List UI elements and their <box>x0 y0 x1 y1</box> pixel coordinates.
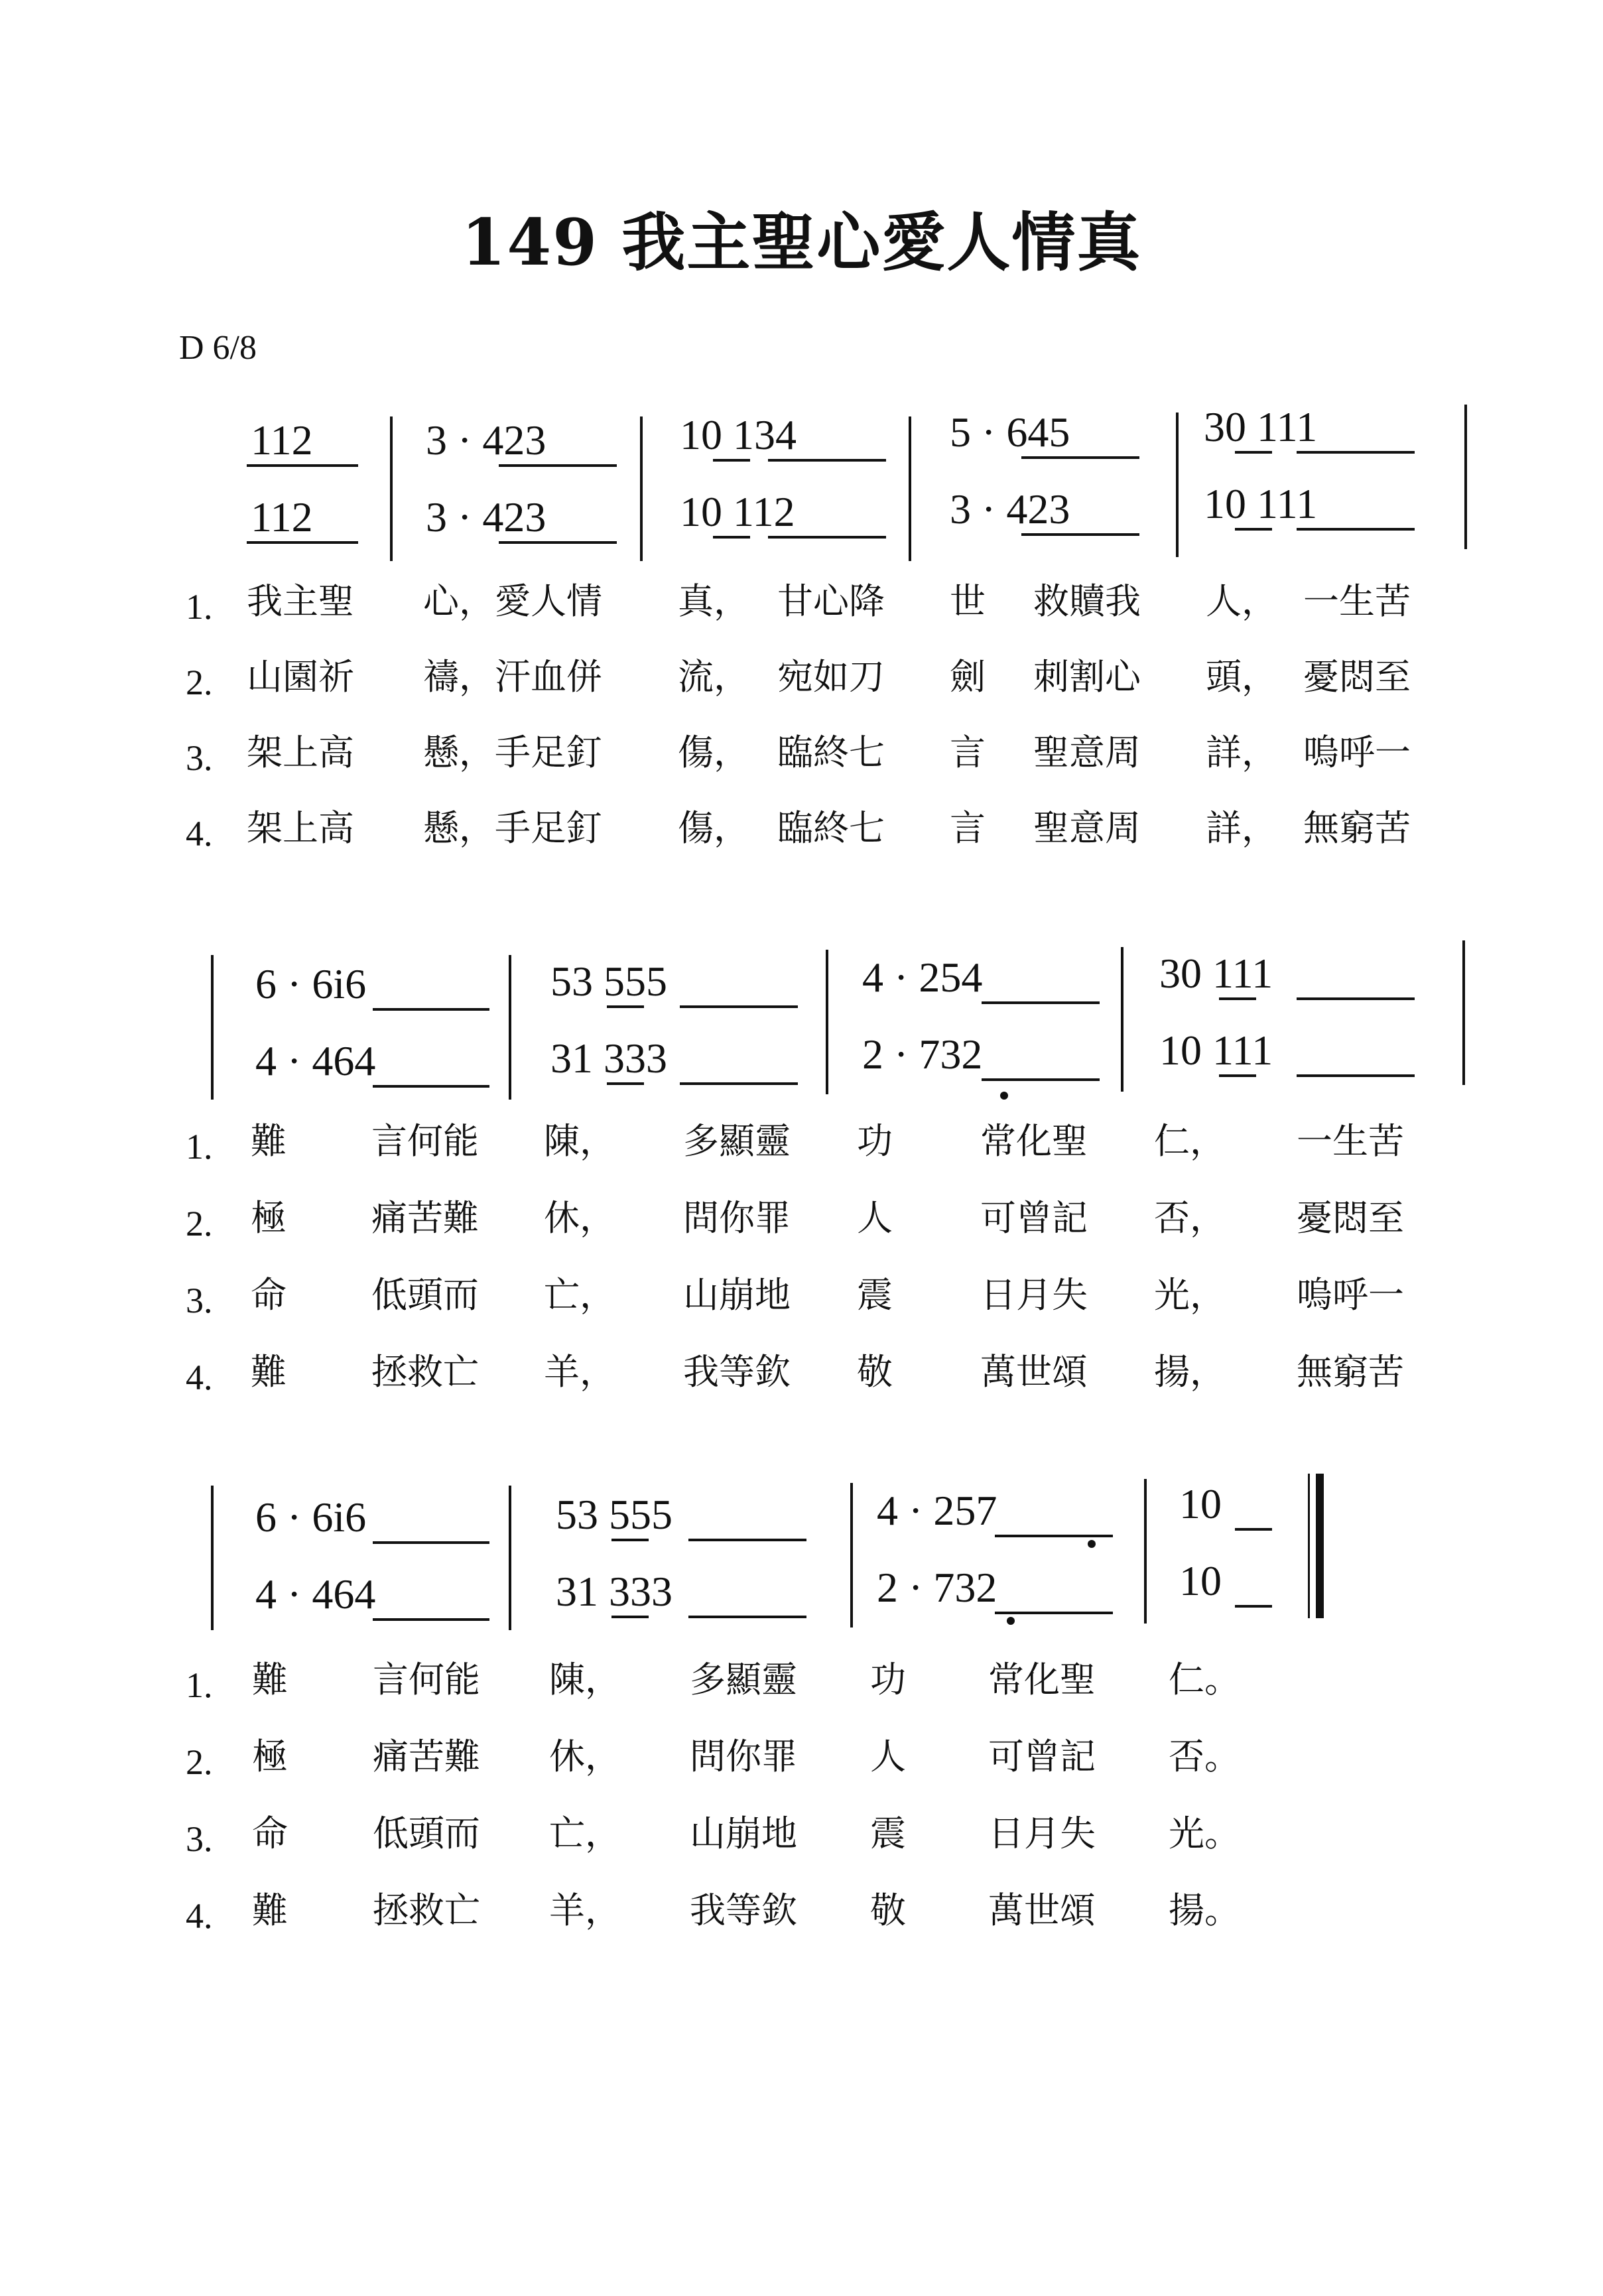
low-octave-dot <box>1007 1617 1015 1625</box>
barline <box>509 955 511 1100</box>
barline <box>1144 1479 1147 1624</box>
barline <box>1176 413 1179 557</box>
barline <box>390 416 393 561</box>
measure-2-upper: 3 · 423 <box>426 416 546 464</box>
beam <box>688 1616 806 1618</box>
beam <box>373 1085 489 1088</box>
beam <box>1219 1074 1256 1077</box>
beam <box>1297 1074 1415 1077</box>
measure-1-lower: 4 · 464 <box>255 1570 376 1618</box>
measure-4-lower: 3 · 423 <box>950 485 1070 533</box>
beam <box>1219 997 1256 1000</box>
beam <box>982 1078 1100 1081</box>
beam <box>247 464 358 467</box>
beam <box>688 1539 806 1541</box>
beam <box>1235 451 1272 454</box>
measure-3-lower: 2 · 732 <box>877 1564 997 1611</box>
measure-5-lower: 10 111 <box>1204 480 1318 527</box>
measure-3-upper: 4 · 257 <box>877 1487 997 1534</box>
measure-4-upper: 30 111 <box>1159 950 1273 997</box>
beam <box>499 464 617 467</box>
measure-1-upper: 112 <box>251 416 313 464</box>
barline <box>1121 947 1123 1092</box>
barline <box>826 950 828 1094</box>
measure-4-upper: 10 <box>1179 1480 1222 1527</box>
barline <box>640 416 643 561</box>
barline <box>211 1486 214 1630</box>
beam <box>1297 528 1415 531</box>
measure-2-lower: 31 333 <box>556 1568 673 1615</box>
beam <box>713 459 750 462</box>
measure-3-lower: 10 112 <box>680 488 795 535</box>
beam <box>680 1082 798 1085</box>
measure-3-lower: 2 · 732 <box>862 1031 983 1078</box>
hymn-title: 149 我主聖心愛人情真 <box>461 205 1142 280</box>
beam <box>1021 456 1139 459</box>
barline <box>850 1483 853 1627</box>
measure-1-upper: 6 · 6i6 <box>255 1494 367 1541</box>
beam <box>611 1616 649 1618</box>
beam <box>1297 451 1415 454</box>
beam <box>1235 528 1272 531</box>
beam <box>1021 533 1139 536</box>
measure-2-upper: 53 555 <box>556 1491 673 1538</box>
measure-2-lower: 31 333 <box>550 1035 667 1082</box>
measure-1-upper: 6 · 6i6 <box>255 960 367 1007</box>
beam <box>982 1001 1100 1004</box>
beam <box>995 1535 1113 1537</box>
measure-5-upper: 30 111 <box>1204 403 1318 450</box>
hymn-page: 149 我主聖心愛人情真 D 6/8 112 112 3 · 423 3 · 423 10 134 10 112 5 · 645 3 · 423 30 111 10 111 1. 我主聖 心，愛人情 真， 甘心降 世 救贖我 人， 一生苦 2. 山園祈 禱，汗血併 流， 宛如刀 劍 刺割心 頭， 憂悶至 3. 架上高 懸，手足釘 傷， 臨終七 言 聖意周 詳， 嗚呼一 4. 架上高 懸，手足釘 傷， 臨終七 言 聖意周 詳， 無窮苦 6 · 6i6 4 · 464 53 555 31 333 4 · 254 2 · 732 30 111 10 111 1. 難 言何能 陳， 多顯靈 功 常化聖 仁， 一生苦 2. 極 痛苦難 休， 問你罪 人 可曾記 否， 憂悶至 3. 命 低頭而 亡， 山崩地 震 日月失 光， 嗚呼一 4. 難 拯救亡 羊， 我等欽 敬 萬世頌 揚， 無窮苦 6 · 6i6 4 · 464 53 555 31 333 4 · 257 2 · 732 10 10 1. 難 言何能 陳， 多顯靈 功 常化聖 仁。 2. 極 痛苦難 休， 問你罪 人 可曾記 否。 3. 命 低頭而 亡， 山崩地 震 日月失 光。 4. 難 拯救亡 羊， 我等欽 敬 萬世頌 揚。 <box>0 0 1603 2296</box>
measure-4-lower: 10 <box>1179 1557 1222 1604</box>
barline <box>1464 405 1467 549</box>
final-barline-thick <box>1316 1474 1324 1618</box>
beam <box>1235 1528 1272 1531</box>
measure-1-lower: 4 · 464 <box>255 1037 376 1084</box>
low-octave-dot <box>1000 1092 1008 1100</box>
measure-4-lower: 10 111 <box>1159 1027 1273 1074</box>
low-octave-dot <box>1088 1540 1096 1548</box>
measure-3-upper: 4 · 254 <box>862 954 983 1001</box>
beam <box>611 1539 649 1541</box>
measure-4-upper: 5 · 645 <box>950 409 1070 456</box>
beam <box>995 1612 1113 1614</box>
beam <box>768 536 886 539</box>
measure-1-lower: 112 <box>251 493 313 541</box>
beam <box>768 459 886 462</box>
beam <box>499 541 617 544</box>
beam <box>373 1008 489 1011</box>
beam <box>1297 997 1415 1000</box>
barline <box>909 416 911 561</box>
barline <box>1462 940 1465 1085</box>
barline <box>211 955 214 1100</box>
measure-2-lower: 3 · 423 <box>426 493 546 541</box>
beam <box>713 536 750 539</box>
beam <box>373 1541 489 1544</box>
beam <box>680 1005 798 1008</box>
beam <box>247 541 358 544</box>
beam <box>1235 1605 1272 1608</box>
beam <box>373 1618 489 1621</box>
measure-2-upper: 53 555 <box>550 958 667 1005</box>
barline <box>509 1486 511 1630</box>
key-time-signature: D 6/8 <box>179 329 257 367</box>
measure-3-upper: 10 134 <box>680 411 797 458</box>
final-barline-thin <box>1308 1474 1310 1618</box>
beam <box>607 1082 644 1085</box>
beam <box>607 1005 644 1008</box>
